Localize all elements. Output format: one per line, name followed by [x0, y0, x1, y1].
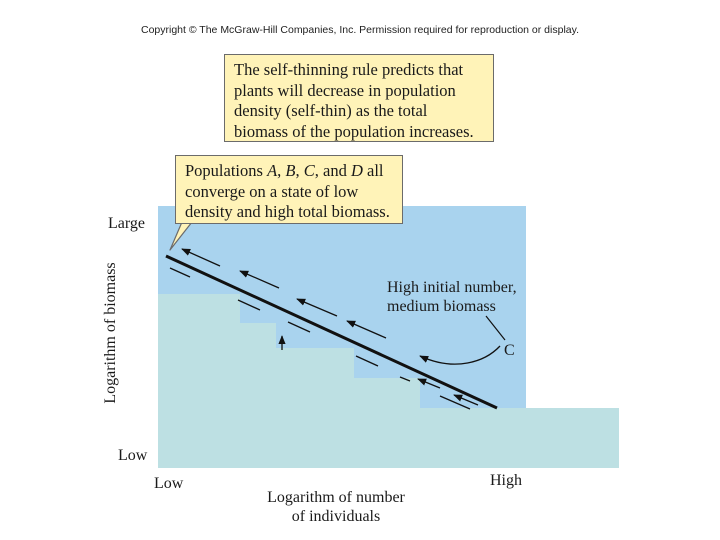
- curved-arrow-c: [420, 346, 500, 364]
- trajectory-dash: [288, 322, 310, 332]
- trajectory-arrow: [297, 299, 337, 316]
- callout-populations-converge: Populations A, B, C, and D all converge on a state of low density and high total biomass.: [175, 155, 403, 224]
- callout-self-thinning-rule: The self-thinning rule predicts that plants will decrease in population density (self-thin) as the total biomass of the population increases.: [224, 54, 494, 142]
- trajectory-dash: [238, 300, 260, 310]
- y-axis-label: Logarithm of biomass: [102, 262, 119, 404]
- trajectory-arrow: [240, 271, 279, 288]
- y-axis-low-label: Low: [118, 447, 148, 464]
- x-axis-high-label: High: [490, 472, 522, 489]
- trajectory-arrow: [347, 321, 386, 338]
- callout-pointer: [170, 222, 192, 250]
- copyright-notice: Copyright © The McGraw-Hill Companies, Inc. Permission required for reproduction or display.: [140, 24, 580, 36]
- trajectory-dash: [400, 377, 410, 381]
- annotation-high-initial-number: High initial number, medium biomass: [387, 279, 517, 315]
- annotation-pointer: [486, 316, 505, 340]
- y-axis-high-label: Large: [108, 215, 146, 232]
- trajectory-dash: [356, 356, 378, 366]
- annotation-letter-c: C: [504, 342, 515, 359]
- trajectory-dash: [440, 396, 470, 409]
- x-axis-label: Logarithm of number of individuals: [267, 489, 405, 525]
- trajectory-arrow: [182, 249, 220, 266]
- x-axis-low-label: Low: [154, 475, 184, 492]
- trajectory-dash: [170, 268, 190, 277]
